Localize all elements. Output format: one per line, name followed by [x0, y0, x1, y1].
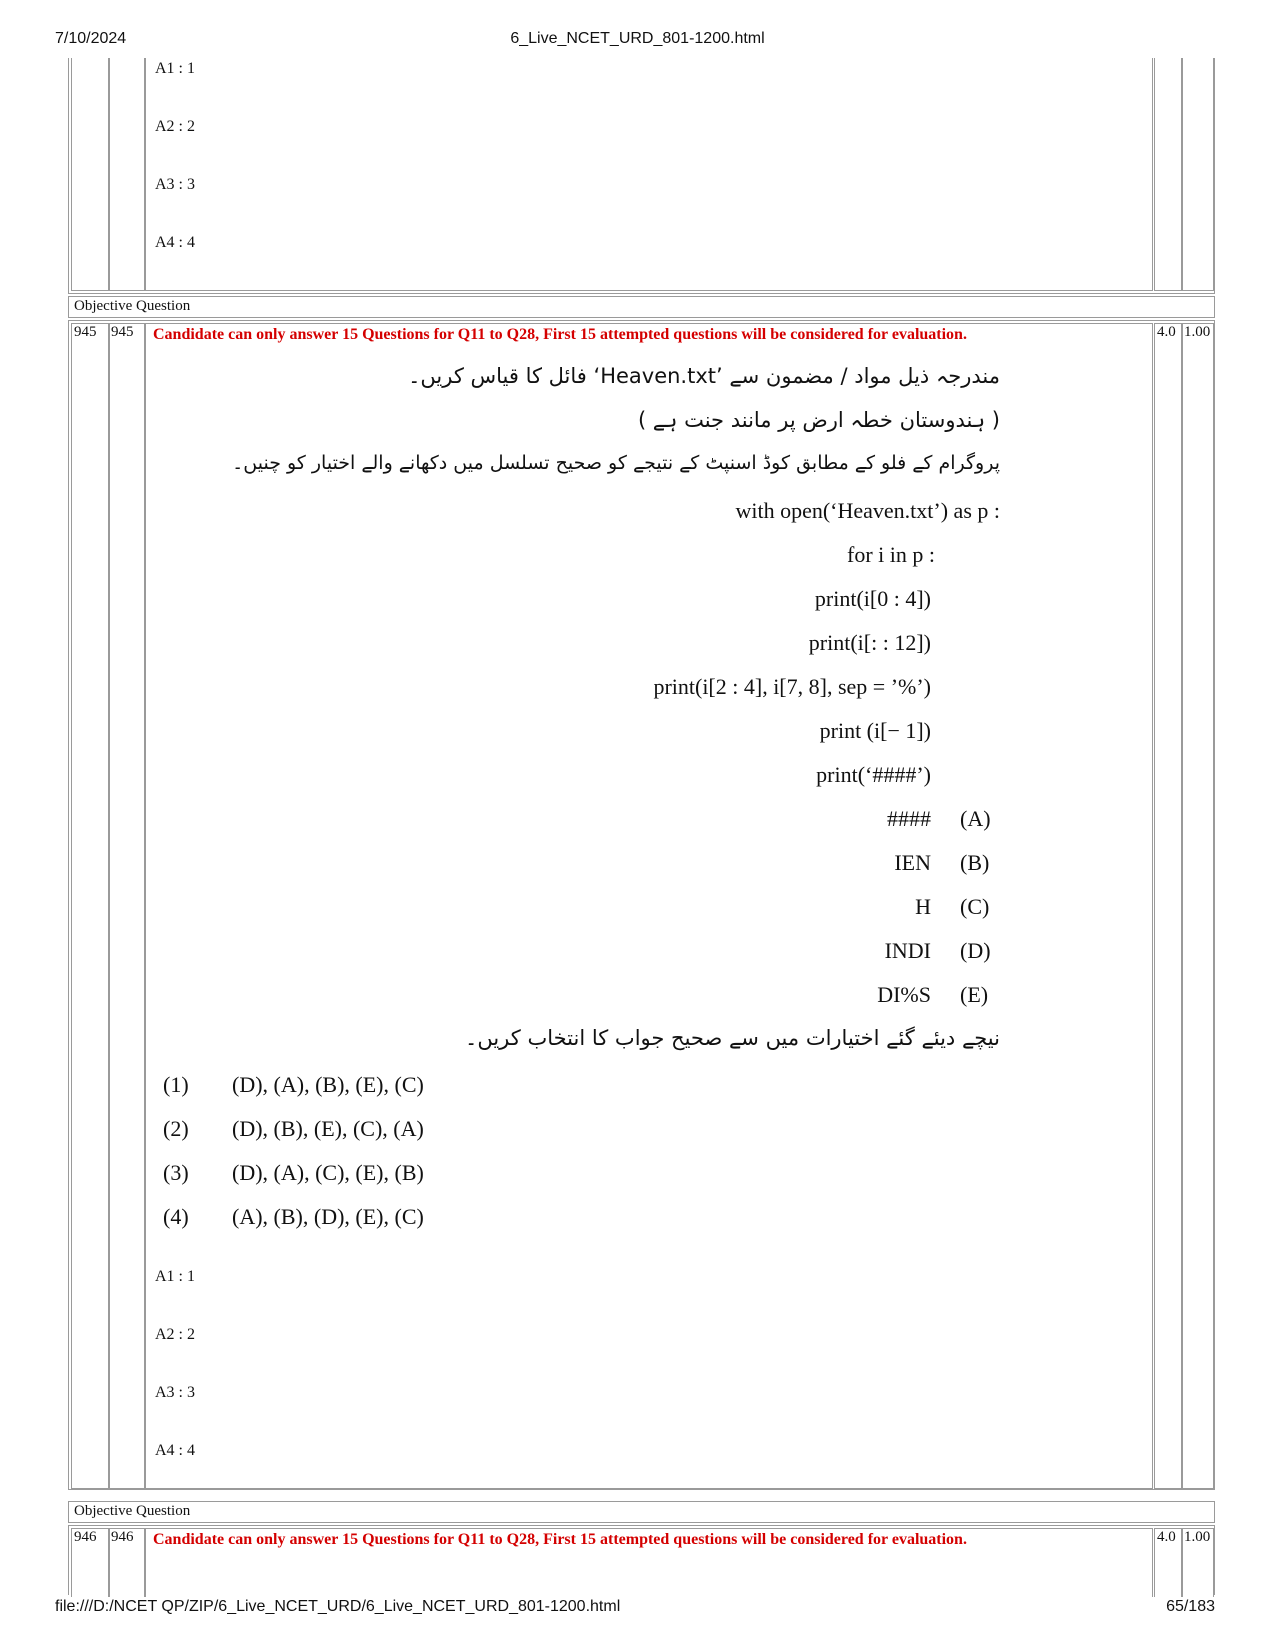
choice-2-number: (2) [163, 1116, 189, 1141]
item-label-d: (D) [960, 938, 991, 963]
choice-1-number: (1) [163, 1072, 189, 1097]
question-marks-946: 4.0 [1157, 1529, 1176, 1545]
item-value-c: H [915, 894, 931, 919]
prev-answer-2: A2 : 2 [155, 118, 195, 135]
answer-4: A4 : 4 [155, 1442, 195, 1459]
item-label-b: (B) [960, 850, 990, 875]
item-value-b: IEN [894, 850, 931, 875]
question-type: Objective Question [74, 298, 191, 314]
answer-3: A3 : 3 [155, 1384, 195, 1401]
question-id-946: 946 [111, 1529, 134, 1545]
urdu-line-1: مندرجہ ذیل مواد / مضمون سے ’Heaven.txt‘ فائل کا قیاس کریں۔ [408, 364, 1000, 388]
prev-answer-4: A4 : 4 [155, 234, 195, 251]
question-marks: 4.0 [1157, 324, 1176, 340]
item-label-c: (C) [960, 894, 990, 919]
code-line-2: for i in p : [847, 542, 935, 567]
question-type-row-946 [68, 1501, 1215, 1523]
question-945-table [68, 320, 1215, 1490]
prev-answer-3: A3 : 3 [155, 176, 195, 193]
item-value-e: DI%S [877, 982, 931, 1007]
code-line-6: print (i[− 1]) [819, 718, 931, 743]
choice-2-text: (D), (B), (E), (C), (A) [232, 1116, 424, 1141]
question-number: 945 [74, 324, 97, 340]
urdu-line-3: پروگرام کے فلو کے مطابق کوڈ اسنپٹ کے نتیجے کو صحیح تسلسل میں دکھانے والے اختیار کو چنیں۔ [232, 452, 1000, 474]
question-negative-marks: 1.00 [1184, 324, 1211, 340]
code-line-5: print(i[2 : 4], i[7, 8], sep = ’%’) [653, 674, 931, 699]
choice-3-number: (3) [163, 1160, 189, 1185]
code-line-4: print(i[: : 12]) [808, 630, 931, 655]
item-value-d: INDI [884, 938, 931, 963]
item-value-a: #### [887, 806, 931, 831]
code-line-7: print(‘####’) [816, 762, 931, 787]
question-instruction: Candidate can only answer 15 Questions for Q11 to Q28, First 15 attempted questions will be considered for evaluation. [153, 326, 967, 343]
page-number: 65/183 [1166, 1598, 1215, 1615]
page-title: 6_Live_NCET_URD_801-1200.html [510, 30, 765, 47]
question-type-row [68, 296, 1215, 318]
code-line-1: with open(‘Heaven.txt’) as p : [735, 498, 1000, 523]
file-path: file:///D:/NCET QP/ZIP/6_Live_NCET_URD/6_Live_NCET_URD_801-1200.html [55, 1598, 621, 1615]
question-instruction-946: Candidate can only answer 15 Questions for Q11 to Q28, First 15 attempted questions will be considered for evaluation. [153, 1531, 967, 1548]
question-id: 945 [111, 324, 134, 340]
prev-question-table [68, 58, 1215, 294]
question-negative-marks-946: 1.00 [1184, 1529, 1211, 1545]
item-label-a: (A) [960, 806, 991, 831]
item-label-e: (E) [960, 982, 989, 1007]
answer-2: A2 : 2 [155, 1326, 195, 1343]
choice-1-text: (D), (A), (B), (E), (C) [232, 1072, 424, 1097]
question-number-946: 946 [74, 1529, 97, 1545]
choice-4-text: (A), (B), (D), (E), (C) [232, 1204, 424, 1229]
code-line-3: print(i[0 : 4]) [814, 586, 931, 611]
choice-3-text: (D), (A), (C), (E), (B) [232, 1160, 424, 1185]
answer-1: A1 : 1 [155, 1268, 195, 1285]
choice-4-number: (4) [163, 1204, 189, 1229]
urdu-choose-line: نیچے دیئے گئے اختیارات میں سے صحیح جواب کا انتخاب کریں۔ [465, 1026, 1000, 1050]
prev-answer-1: A1 : 1 [155, 60, 195, 77]
question-type-946: Objective Question [74, 1503, 191, 1519]
urdu-line-2: ( ہندوستان خطہ ارض پر مانند جنت ہے ) [637, 408, 1000, 432]
print-date: 7/10/2024 [55, 30, 127, 47]
